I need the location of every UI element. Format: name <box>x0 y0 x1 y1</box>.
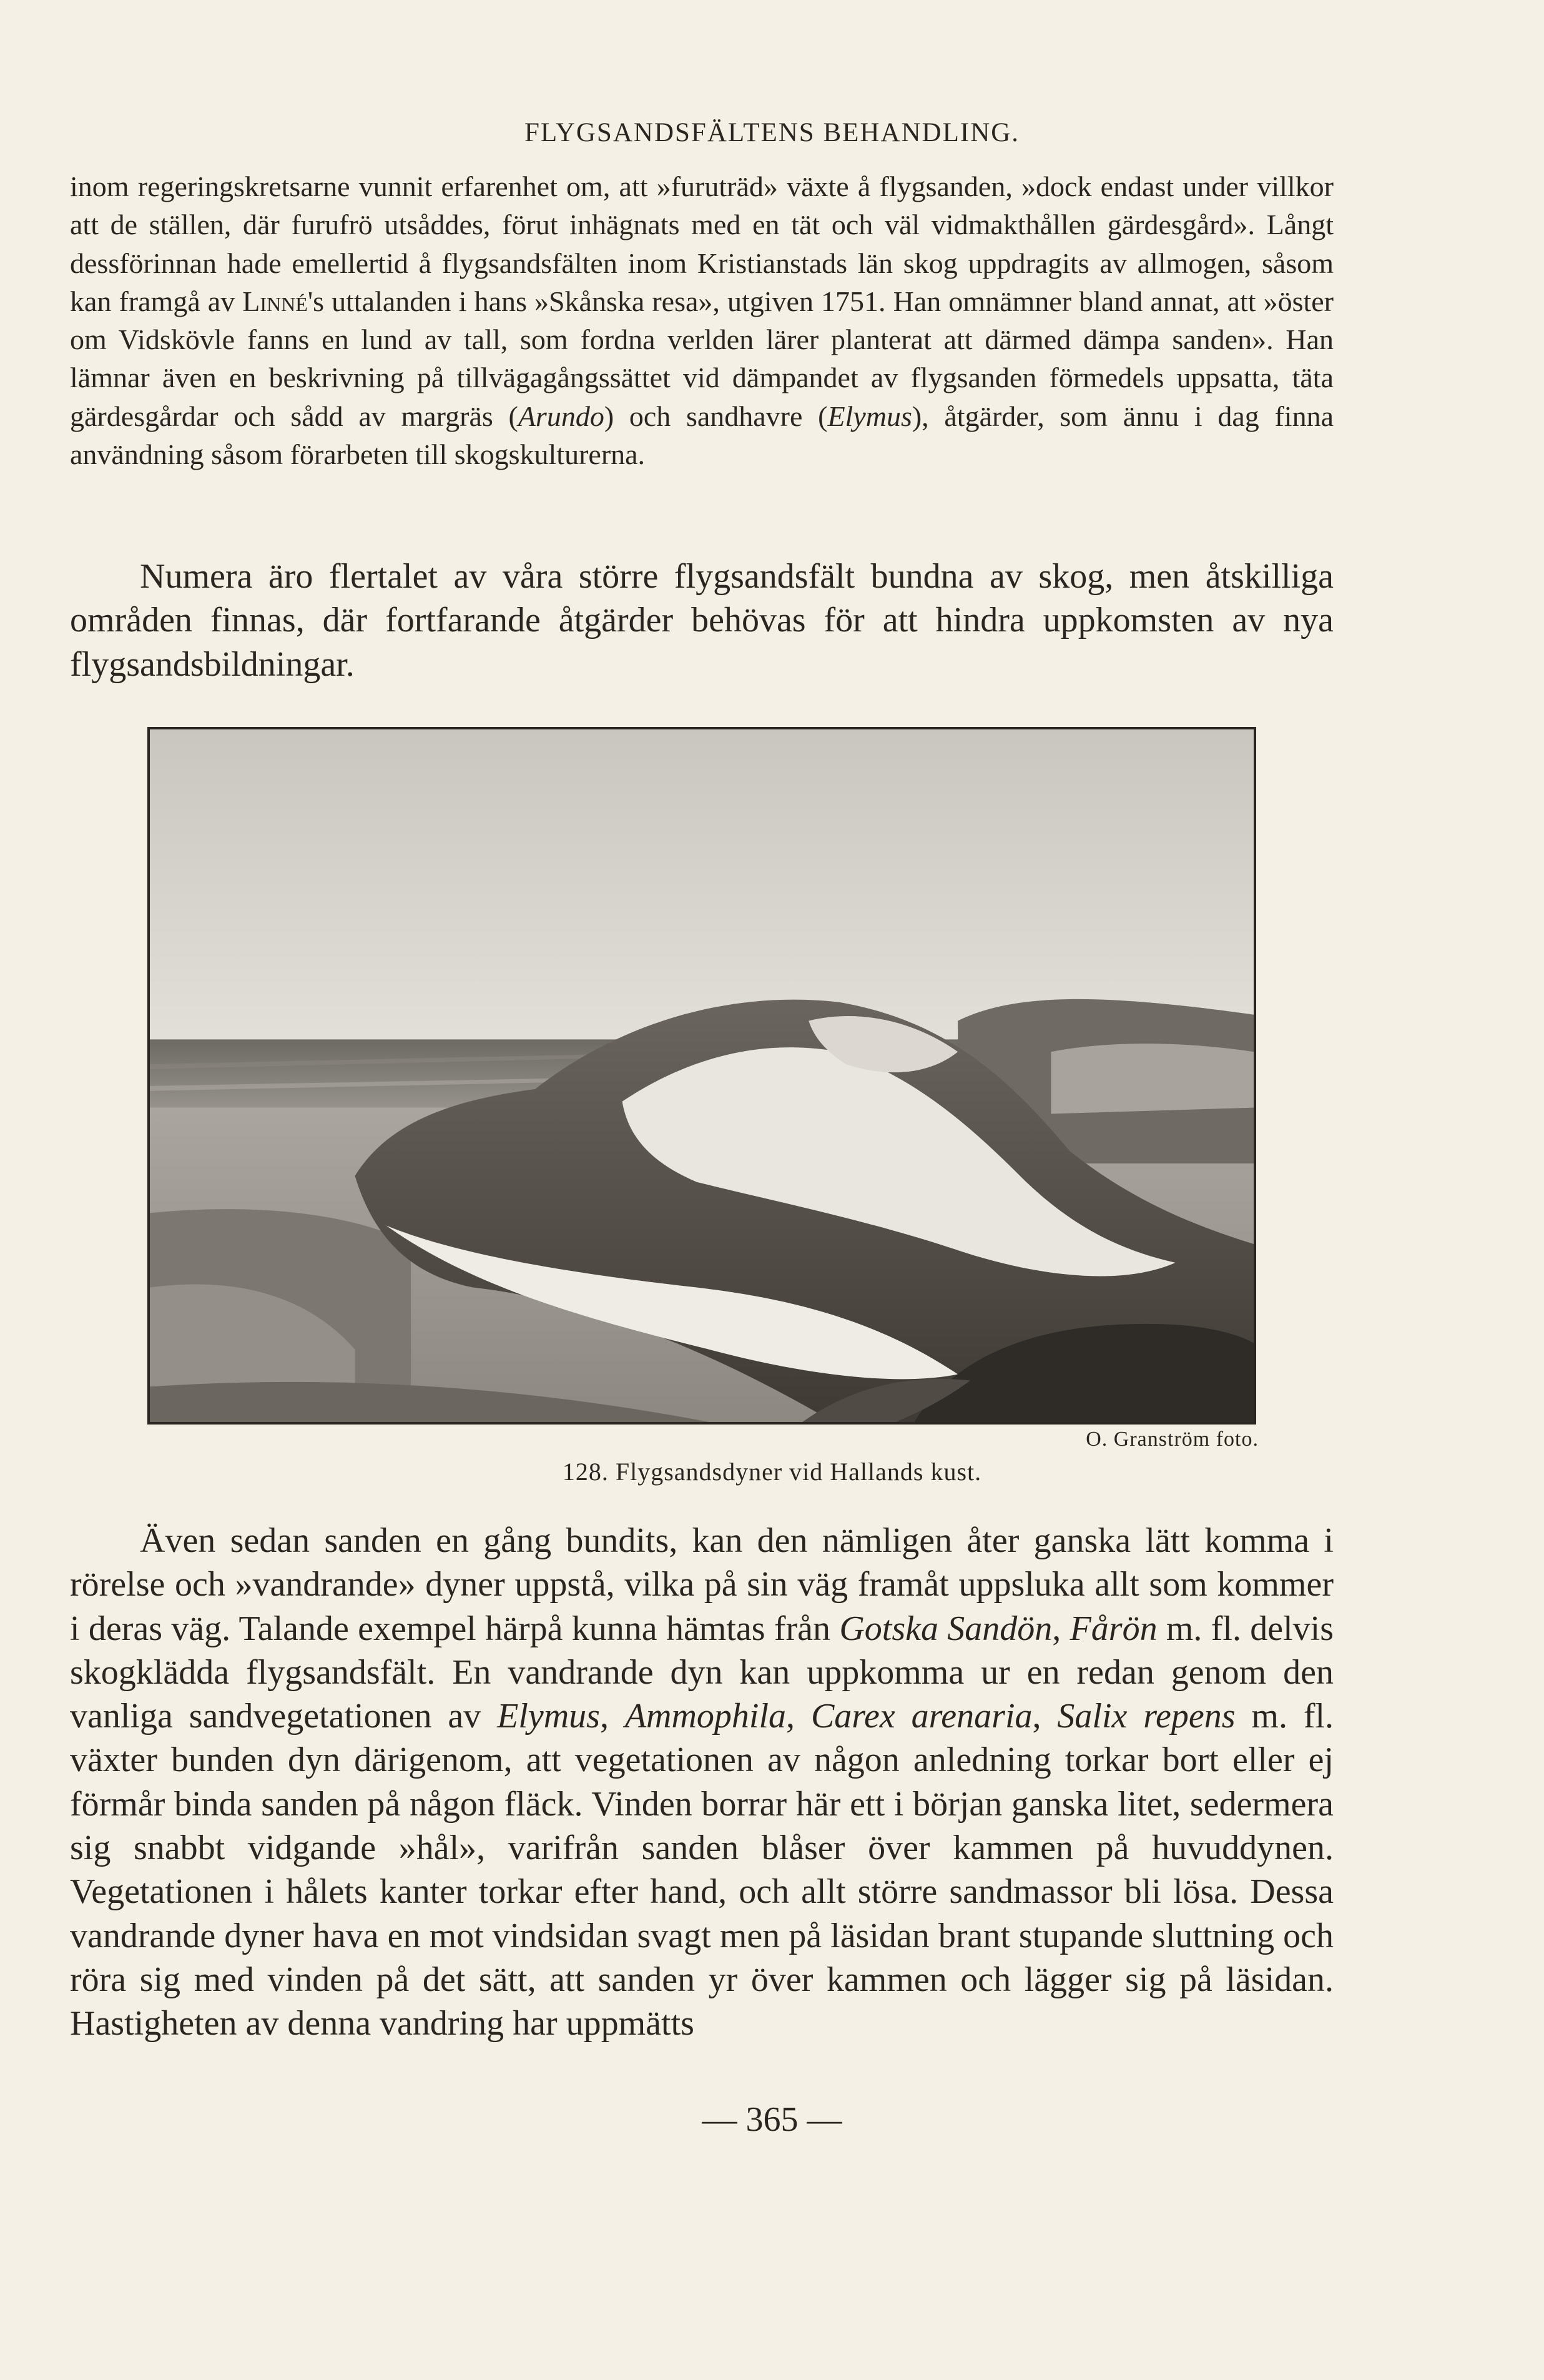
paragraph-3-text: m. fl. delvis skogklädda flygsandsfält. En vandrande dyn kan uppkomma ur en redan genom den vanliga sandvegetationen av <box>70 1609 1334 1736</box>
paragraph-3 <box>70 1519 1334 2046</box>
paragraph-1-text: 's uttalanden i hans »Skånska resa», utgiven 1751. Han omnämner bland annat, att »öster om Vidskövle fanns en lund av tall, som fordna verlden lärer planterat att därmed dämpa sanden». Han lämnar även en beskrivning på tillvägagångssättet vid dämpandet av flygsanden förmedels uppsatta, täta gärdesgårdar och sådd av margräs ( <box>70 285 1334 432</box>
paragraph-3-text: Även sedan sanden en gång bundits, kan den nämligen åter ganska lätt komma i rörelse och »vandrande» dyner uppstå, vilka på sin väg framåt uppsluka allt som kommer i deras väg. Talande exempel härpå kunna hämtas från <box>70 1521 1334 1648</box>
taxon-name: Ammophila <box>624 1697 787 1736</box>
taxon-name: Arundo <box>518 400 604 432</box>
taxon-name: Carex arenaria <box>810 1697 1033 1736</box>
taxon-name: Salix repens <box>1057 1697 1236 1736</box>
paragraph-3-text: , <box>599 1697 625 1736</box>
paragraph-2: Numera äro flertalet av våra större flygsandsfält bundna av skog, men åtskilliga områden finnas, där fortfarande åtgärder behövas för att hindra uppkomsten av nya flygsandsbildningar. <box>70 557 1334 684</box>
author-name-linne: Linné <box>242 285 308 317</box>
dune-photograph-illustration <box>150 729 1254 1422</box>
paragraph-3-text: , <box>1032 1697 1058 1736</box>
paragraph-1-text: ) och sandhavre ( <box>604 400 828 432</box>
dune-photograph <box>147 727 1256 1425</box>
paragraph-1-text: ), åtgärder, som ännu i dag finna användning såsom förarbeten till skogskulturerna. <box>70 400 1334 471</box>
running-head: FLYGSANDSFÄLTENS BEHANDLING. <box>524 118 1020 147</box>
taxon-name: Elymus <box>827 400 912 432</box>
photo-credit: O. Granström foto. <box>1086 1428 1259 1451</box>
paragraph-3-text: , <box>1052 1609 1070 1648</box>
place-name: Fårön <box>1069 1609 1158 1648</box>
taxon-name: Elymus <box>497 1697 600 1736</box>
page-number: — 365 — <box>702 2100 842 2139</box>
paragraph-3-text: m. fl. växter bunden dyn därigenom, att vegetationen av någon anledning torkar bort eller ej förmår binda sanden på någon fläck. Vinden borrar här ett i början ganska litet, sedermera sig snabbt vidgande »hål», varifrån sanden blåser över kammen på huvuddynen. Vegetationen i hålets kanter torkar efter hand, och allt större sandmassor bli lösa. Dessa vandrande dyner hava en mot vindsidan svagt men på läsidan brant stupande sluttning och röra sig med vinden på det sätt, att sanden yr över kammen och lägger sig på läsidan. Hastigheten av denna vandring har uppmätts <box>70 1697 1334 2043</box>
paragraph-1 <box>70 167 1334 473</box>
paragraph-3-text: , <box>786 1697 811 1736</box>
paragraph-1-text: inom regeringskretsarne vunnit erfarenhet om, att »furuträd» växte å flygsanden, »dock endast under villkor att de ställen, där furufrö utsåddes, förut inhägnats med en tät och väl vidmakthållen gärdesgård». Långt dessförinnan hade emellertid å flygsandsfälten inom Kristianstads län skog uppdragits av allmogen, såsom kan framgå av <box>70 170 1334 317</box>
figure-caption: 128. Flygsandsdyner vid Hallands kust. <box>562 1458 982 1486</box>
place-name: Gotska Sandön <box>839 1609 1053 1648</box>
